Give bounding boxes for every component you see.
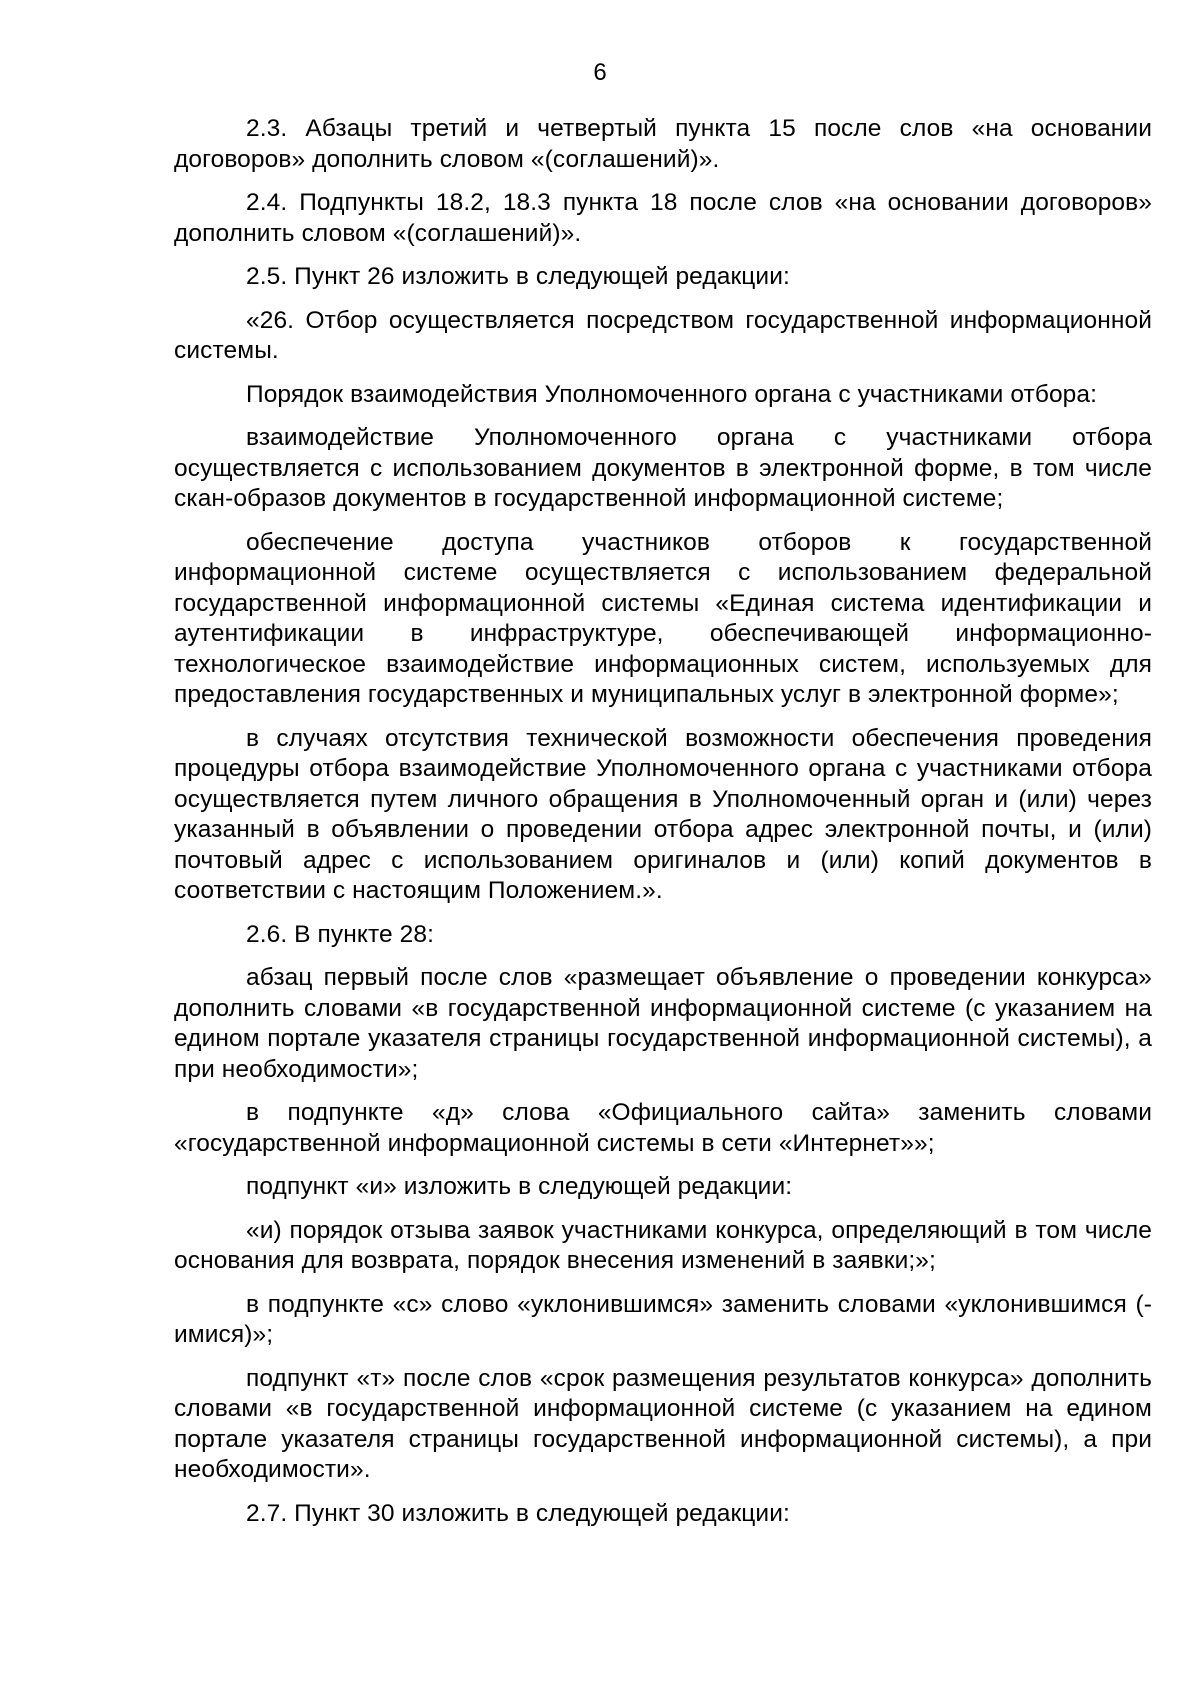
- paragraph-no-technical-possibility: в случаях отсутствия технической возможности обеспечения проведения процедуры отбора взаимодействие Уполномоченного органа с участниками отбора осуществляется путем личного обращения в Уполномоченный орган и (или) через указанный в объявлении о проведении отбора адрес электронной почты, и (или) почтовый адрес с использованием оригиналов и (или) копий документов в соответствии с настоящим Положением.».: [174, 724, 1152, 904]
- paragraph-2-7: 2.7. Пункт 30 изложить в следующей редакции:: [246, 1499, 790, 1527]
- paragraph-subitem-i: подпункт «и» изложить в следующей редакции:: [246, 1173, 793, 1200]
- document-body: [174, 114, 1152, 1542]
- paragraph-subitem-d: в подпункте «д» слова «Официального сайта» заменить словами «государственной информационной системы в сети «Интернет»»;: [174, 1099, 1152, 1157]
- paragraph-item-26: «26. Отбор осуществляется посредством государственной информационной системы.: [174, 306, 1152, 364]
- paragraph-subitem-t: подпункт «т» после слов «срок размещения результатов конкурса» дополнить словами «в государственной информационной системе (с указанием на едином портале указателя страницы государственной информационной системы), а при необходимости».: [174, 1364, 1152, 1483]
- paragraph-subitem-i-text: «и) порядок отзыва заявок участниками конкурса, определяющий в том числе основания для возврата, порядок внесения изменений в заявки;»;: [174, 1216, 1152, 1274]
- paragraph-interaction-order: Порядок взаимодействия Уполномоченного органа с участниками отбора:: [246, 380, 1098, 408]
- paragraph-system-access: обеспечение доступа участников отборов к государственной информационной системе осуществляется с использованием федеральной государственной информационной системы «Единая система идентификации и аутентификации в инфраструктуре, обеспечивающей информационно-технологическое взаимодействие информационных систем, используемых для предоставления государственных и муниципальных услуг в электронной форме»;: [174, 528, 1152, 708]
- paragraph-first-abzac: абзац первый после слов «размещает объявление о проведении конкурса» дополнить словами «в государственной информационной системе (с указанием на едином портале указателя страницы государственной информационной системы), а при необходимости»;: [174, 964, 1152, 1083]
- paragraph-2-3: 2.3. Абзацы третий и четвертый пункта 15 после слов «на основании договоров» дополнить словом «(соглашений)».: [174, 115, 1152, 173]
- page-number: 6: [593, 59, 607, 86]
- paragraph-2-4: 2.4. Подпункты 18.2, 18.3 пункта 18 после слов «на основании договоров» дополнить словом «(соглашений)».: [174, 189, 1152, 247]
- paragraph-2-6: 2.6. В пункте 28:: [246, 920, 434, 948]
- paragraph-subitem-s: в подпункте «с» слово «уклонившимся» заменить словами «уклонившимся (- имися)»;: [174, 1290, 1152, 1348]
- paragraph-electronic-documents: взаимодействие Уполномоченного органа с участниками отбора осуществляется с использованием документов в электронной форме, в том числе скан-образов документов в государственной информационной системе;: [174, 424, 1152, 512]
- paragraph-2-5: 2.5. Пункт 26 изложить в следующей редакции:: [246, 263, 790, 290]
